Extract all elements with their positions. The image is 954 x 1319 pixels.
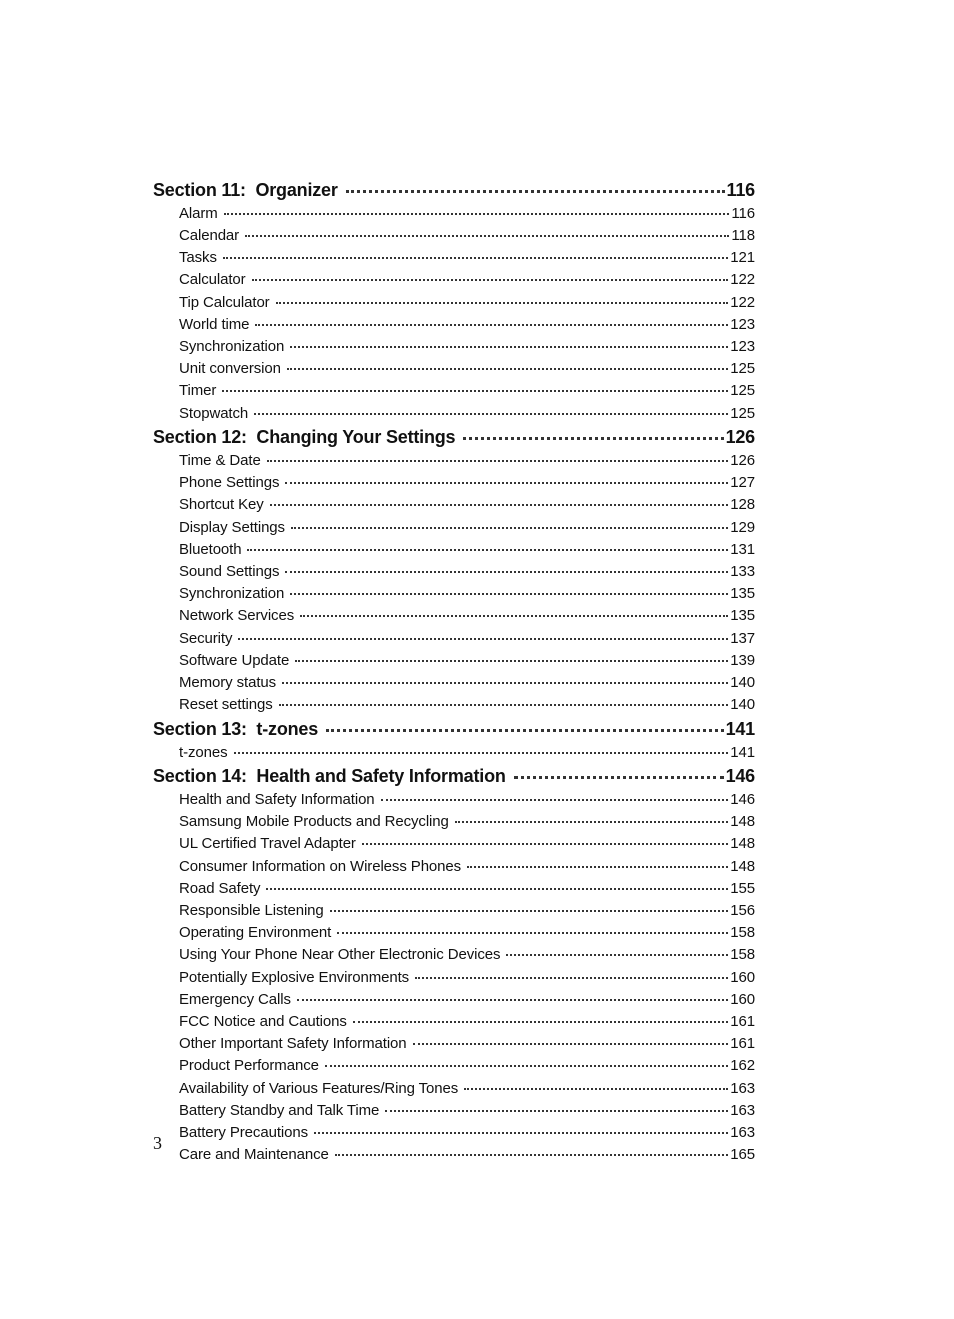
entry-label: Tip Calculator — [179, 293, 270, 311]
entry-label: Phone Settings — [179, 474, 280, 492]
entry-page: 128 — [730, 496, 755, 514]
dot-leader — [266, 874, 728, 890]
entry-page: 140 — [730, 696, 755, 714]
entry-page: 131 — [730, 540, 755, 558]
toc-entry[interactable] — [153, 1144, 755, 1166]
dot-leader — [326, 713, 724, 732]
entry-label: Road Safety — [179, 879, 261, 897]
section-title: Section 14: Health and Safety Information — [153, 766, 506, 787]
dot-leader — [247, 535, 728, 551]
dot-leader — [285, 469, 728, 485]
dot-leader — [287, 355, 728, 371]
dot-leader — [223, 244, 728, 260]
entry-page: 163 — [730, 1101, 755, 1119]
entry-label: Timer — [179, 382, 217, 400]
page-number: 3 — [153, 1133, 162, 1153]
dot-leader — [234, 738, 729, 754]
entry-page: 148 — [730, 813, 755, 831]
entry-label: UL Certified Travel Adapter — [179, 835, 356, 853]
entry-page: 135 — [730, 585, 755, 603]
entry-page: 161 — [730, 1035, 755, 1053]
entry-list — [153, 449, 755, 715]
dot-leader — [245, 221, 729, 237]
entry-page: 137 — [730, 629, 755, 647]
entry-page: 160 — [730, 968, 755, 986]
entry-label: Time & Date — [179, 451, 261, 469]
entry-label: t-zones — [179, 743, 228, 761]
dot-leader — [300, 602, 728, 618]
dot-leader — [252, 266, 729, 282]
entry-label: Emergency Calls — [179, 990, 291, 1008]
entry-page: 135 — [730, 607, 755, 625]
entry-label: FCC Notice and Cautions — [179, 1012, 347, 1030]
dot-leader — [415, 963, 728, 979]
dot-leader — [463, 421, 723, 440]
dot-leader — [381, 785, 729, 801]
entry-page: 125 — [730, 382, 755, 400]
entry-label: Tasks — [179, 249, 217, 267]
entry-label: Calendar — [179, 226, 240, 244]
entry-label: Software Update — [179, 651, 290, 669]
dot-leader — [255, 310, 728, 326]
entry-label: Unit conversion — [179, 360, 281, 378]
dot-leader — [325, 1052, 728, 1068]
entry-label: Battery Standby and Talk Time — [179, 1101, 380, 1119]
entry-page: 118 — [731, 226, 755, 244]
entry-page: 160 — [730, 990, 755, 1008]
entry-page: 129 — [730, 518, 755, 536]
section-title: Section 12: Changing Your Settings — [153, 427, 456, 448]
dot-leader — [467, 852, 728, 868]
dot-leader — [330, 896, 729, 912]
dot-leader — [238, 624, 728, 640]
dot-leader — [337, 919, 728, 935]
entry-page: 148 — [730, 857, 755, 875]
section-page: 126 — [725, 427, 755, 448]
entry-page: 125 — [730, 404, 755, 422]
entry-page: 155 — [730, 879, 755, 897]
entry-page: 116 — [731, 204, 755, 222]
entry-page: 122 — [730, 293, 755, 311]
entry-label: Display Settings — [179, 518, 285, 536]
entry-label: Alarm — [179, 204, 218, 222]
entry-label: Stopwatch — [179, 404, 249, 422]
entry-page: 158 — [730, 946, 755, 964]
entry-page: 140 — [730, 673, 755, 691]
dot-leader — [282, 668, 728, 684]
entry-page: 161 — [730, 1012, 755, 1030]
section-page: 146 — [725, 766, 755, 787]
entry-label: World time — [179, 315, 250, 333]
dot-leader — [506, 941, 728, 957]
entry-page: 133 — [730, 562, 755, 580]
entry-page: 162 — [730, 1057, 755, 1075]
entry-label: Care and Maintenance — [179, 1146, 329, 1164]
entry-page: 122 — [730, 271, 755, 289]
table-of-contents — [153, 177, 755, 1166]
toc-section — [153, 763, 755, 1166]
entry-label: Battery Precautions — [179, 1123, 308, 1141]
entry-page: 125 — [730, 360, 755, 378]
dot-leader — [224, 199, 730, 215]
entry-label: Using Your Phone Near Other Electronic Devices — [179, 946, 501, 964]
dot-leader — [455, 808, 728, 824]
entry-page: 156 — [730, 901, 755, 919]
entry-label: Reset settings — [179, 696, 273, 714]
entry-label: Synchronization — [179, 585, 285, 603]
dot-leader — [291, 513, 728, 529]
dot-leader — [270, 491, 729, 507]
entry-page: 123 — [730, 315, 755, 333]
dot-leader — [254, 399, 728, 415]
entry-label: Other Important Safety Information — [179, 1035, 407, 1053]
entry-label: Security — [179, 629, 233, 647]
dot-leader — [285, 557, 728, 573]
entry-page: 146 — [730, 790, 755, 808]
toc-section — [153, 424, 755, 716]
entry-label: Operating Environment — [179, 924, 332, 942]
entry-page: 148 — [730, 835, 755, 853]
dot-leader — [314, 1118, 728, 1134]
entry-page: 165 — [730, 1146, 755, 1164]
toc-section — [153, 177, 755, 424]
dot-leader — [295, 646, 728, 662]
entry-page: 163 — [730, 1079, 755, 1097]
dot-leader — [514, 760, 724, 779]
entry-label: Consumer Information on Wireless Phones — [179, 857, 462, 875]
entry-label: Synchronization — [179, 337, 285, 355]
entry-label: Bluetooth — [179, 540, 242, 558]
section-title: Section 11: Organizer — [153, 180, 338, 201]
entry-label: Network Services — [179, 607, 295, 625]
entry-label: Health and Safety Information — [179, 790, 375, 808]
entry-page: 139 — [730, 651, 755, 669]
dot-leader — [297, 985, 728, 1001]
entry-label: Shortcut Key — [179, 496, 264, 514]
entry-list — [153, 788, 755, 1165]
toc-section — [153, 716, 755, 763]
dot-leader — [279, 691, 729, 707]
dot-leader — [385, 1096, 728, 1112]
section-page: 116 — [726, 180, 755, 201]
section-title: Section 13: t-zones — [153, 719, 319, 740]
section-page: 141 — [725, 719, 755, 740]
dot-leader — [267, 446, 729, 462]
entry-page: 163 — [730, 1123, 755, 1141]
entry-page: 123 — [730, 337, 755, 355]
entry-label: Calculator — [179, 271, 246, 289]
entry-list — [153, 202, 755, 424]
dot-leader — [222, 377, 728, 393]
entry-label: Responsible Listening — [179, 901, 324, 919]
dot-leader — [290, 332, 728, 348]
entry-label: Memory status — [179, 673, 277, 691]
entry-page: 127 — [730, 474, 755, 492]
dot-leader — [335, 1141, 729, 1157]
entry-page: 158 — [730, 924, 755, 942]
entry-page: 121 — [730, 249, 755, 267]
dot-leader — [353, 1007, 728, 1023]
entry-label: Sound Settings — [179, 562, 280, 580]
dot-leader — [413, 1030, 729, 1046]
entry-label: Samsung Mobile Products and Recycling — [179, 813, 449, 831]
dot-leader — [464, 1074, 728, 1090]
entry-label: Availability of Various Features/Ring Tones — [179, 1079, 459, 1097]
entry-page: 141 — [730, 743, 755, 761]
dot-leader — [362, 830, 728, 846]
entry-label: Product Performance — [179, 1057, 319, 1075]
dot-leader — [290, 580, 728, 596]
entry-label: Potentially Explosive Environments — [179, 968, 410, 986]
dot-leader — [276, 288, 729, 304]
entry-page: 126 — [730, 451, 755, 469]
dot-leader — [346, 174, 725, 193]
